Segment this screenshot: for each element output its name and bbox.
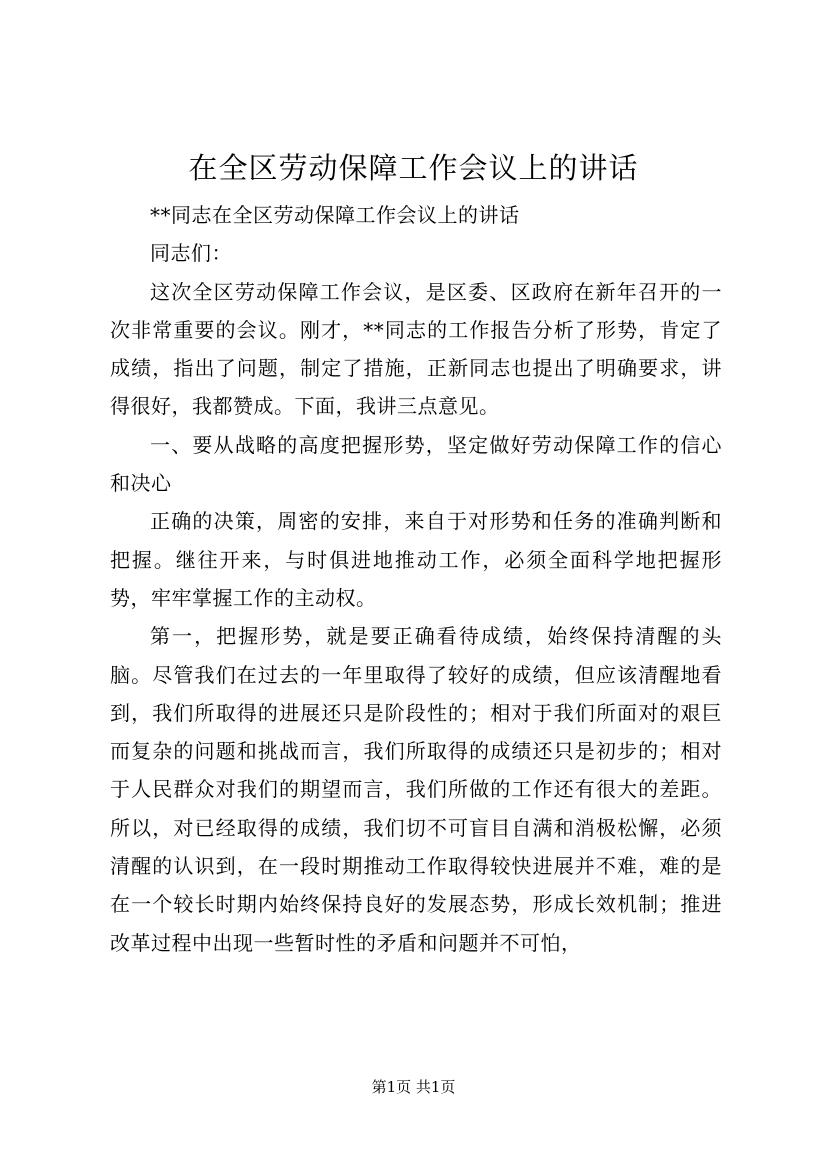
body-paragraph: 第一，把握形势，就是要正确看待成绩，始终保持清醒的头脑。尽管我们在过去的一年里取得了较好的成绩，但应该清醒地看到，我们所取得的进展还只是阶段性的；相对于我们所面对的艰巨而复杂的问题和挑战而言，我们所取得的成绩还只是初步的；相对于人民群众对我们的期望而言，我们所做的工作还有很大的差距。所以，对已经取得的成绩，我们切不可盲目自满和消极松懈，必须清醒的认识到，在一段时期推动工作取得较快进展并不难，难的是在一个较长时期内始终保持良好的发展态势，形成长效机制；推进改革过程中出现一些暂时性的矛盾和问题并不可怕， — [110, 624, 722, 955]
speech-subtitle: **同志在全区劳动保障工作会议上的讲话 — [150, 203, 520, 227]
document-body — [110, 196, 722, 962]
document-title: 在全区劳动保障工作会议上的讲话 — [188, 151, 639, 185]
body-paragraph: 这次全区劳动保障工作会议，是区委、区政府在新年召开的一次非常重要的会议。刚才，**同志的工作报告分析了形势，肯定了成绩，指出了问题，制定了措施，正新同志也提出了明确要求，讲得很好，我都赞成。下面，我讲三点意见。 — [110, 279, 722, 419]
body-paragraph: 正确的决策，周密的安排，来自于对形势和任务的准确判断和把握。继往开来，与时俱进地推动工作，必须全面科学地把握形势，牢牢掌握工作的主动权。 — [110, 509, 722, 610]
section-heading: 一、要从战略的高度把握形势，坚定做好劳动保障工作的信心和决心 — [110, 432, 722, 496]
page-footer: 第1页 共1页 — [371, 1078, 456, 1096]
salutation: 同志们： — [150, 241, 232, 266]
